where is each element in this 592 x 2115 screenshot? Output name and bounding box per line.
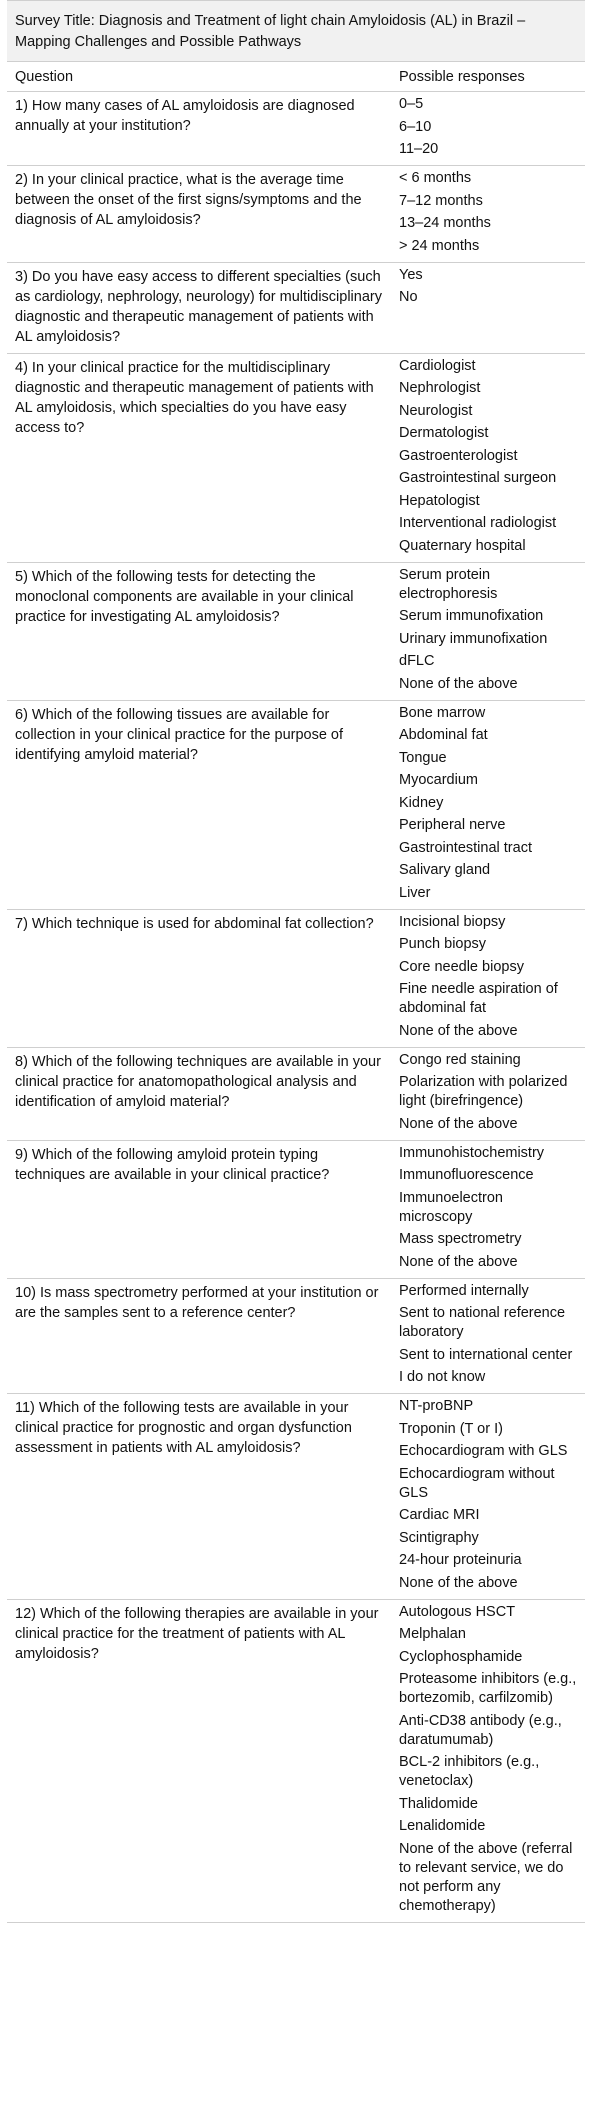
response-option: Core needle biopsy bbox=[399, 958, 524, 975]
question-row bbox=[7, 92, 585, 166]
responses-cell bbox=[391, 700, 585, 909]
response-option: None of the above (referral to relevant service, we do not perform any chemotherapy) bbox=[399, 1840, 573, 1914]
question-text: 7) Which technique is used for abdominal fat collection? bbox=[7, 909, 391, 1047]
response-option: Autologous HSCT bbox=[399, 1603, 516, 1620]
responses-cell bbox=[391, 353, 585, 562]
response-option: < 6 months bbox=[399, 170, 472, 186]
question-text: 9) Which of the following amyloid protein typing techniques are available in your clinical practice? bbox=[7, 1140, 391, 1278]
response-option: Fine needle aspiration of abdominal fat bbox=[399, 981, 558, 1016]
response-option: None of the above bbox=[399, 1022, 518, 1039]
response-option: Anti-CD38 antibody (e.g., daratumumab) bbox=[399, 1712, 562, 1748]
response-option: Incisional biopsy bbox=[399, 913, 506, 930]
response-option: None of the above bbox=[399, 1253, 518, 1270]
header-row bbox=[7, 62, 585, 92]
question-text: 4) In your clinical practice for the multidisciplinary diagnostic and therapeutic management of patients with AL amyloidosis, which specialties do you have easy access to? bbox=[7, 353, 391, 562]
response-option: Urinary immunofixation bbox=[399, 630, 548, 647]
question-text: 6) Which of the following tissues are available for collection in your clinical practice for the purpose of identifying amyloid material? bbox=[7, 700, 391, 909]
response-option: BCL-2 inhibitors (e.g., venetoclax) bbox=[399, 1754, 540, 1789]
response-option: Echocardiogram with GLS bbox=[399, 1443, 568, 1459]
response-option: 11–20 bbox=[399, 141, 439, 157]
response-option: Cyclophosphamide bbox=[399, 1648, 523, 1665]
response-option: Yes bbox=[399, 266, 423, 283]
response-option: I do not know bbox=[399, 1369, 486, 1385]
survey-title: Survey Title: Diagnosis and Treatment of light chain Amyloidosis (AL) in Brazil – Mapping Challenges and Possible Pathways bbox=[7, 1, 585, 62]
survey-table-body bbox=[7, 1, 585, 1923]
response-option: Proteasome inhibitors (e.g., bortezomib, carfilzomib) bbox=[399, 1671, 577, 1706]
response-option: Polarization with polarized light (birefringence) bbox=[399, 1074, 568, 1109]
response-option: 13–24 months bbox=[399, 215, 491, 231]
survey-table bbox=[7, 0, 585, 1923]
response-option: Troponin (T or I) bbox=[399, 1420, 503, 1437]
response-option: Bone marrow bbox=[399, 704, 486, 721]
response-option: None of the above bbox=[399, 675, 518, 692]
response-option: Gastrointestinal tract bbox=[399, 839, 532, 856]
responses-cell bbox=[391, 1394, 585, 1600]
response-option: 7–12 months bbox=[399, 192, 483, 209]
responses-cell bbox=[391, 562, 585, 700]
response-option: Quaternary hospital bbox=[399, 537, 526, 554]
responses-cell bbox=[391, 1599, 585, 1922]
response-option: Tongue bbox=[399, 749, 447, 766]
question-text: 5) Which of the following tests for detecting the monoclonal components are available in your clinical practice for investigating AL amyloidosis? bbox=[7, 562, 391, 700]
question-row bbox=[7, 1394, 585, 1600]
response-option: No bbox=[399, 289, 418, 305]
responses-cell bbox=[391, 1047, 585, 1140]
response-option: Cardiac MRI bbox=[399, 1507, 480, 1523]
question-row bbox=[7, 909, 585, 1047]
response-option: Melphalan bbox=[399, 1626, 466, 1642]
response-option: Myocardium bbox=[399, 772, 478, 788]
responses-cell bbox=[391, 1278, 585, 1394]
question-text: 10) Is mass spectrometry performed at your institution or are the samples sent to a reference center? bbox=[7, 1278, 391, 1394]
question-row bbox=[7, 166, 585, 263]
response-option: Echocardiogram without GLS bbox=[399, 1465, 555, 1501]
response-option: Mass spectrometry bbox=[399, 1231, 522, 1247]
question-text: 1) How many cases of AL amyloidosis are diagnosed annually at your institution? bbox=[15, 98, 355, 134]
question-row bbox=[7, 1047, 585, 1140]
response-option: Congo red staining bbox=[399, 1051, 521, 1068]
response-option: Immunohistochemistry bbox=[399, 1144, 545, 1161]
response-option: Scintigraphy bbox=[399, 1529, 479, 1546]
response-option: Immunoelectron microscopy bbox=[399, 1189, 503, 1225]
question-row bbox=[7, 1278, 585, 1394]
question-row bbox=[7, 1140, 585, 1278]
response-option: None of the above bbox=[399, 1115, 518, 1132]
response-option: Performed internally bbox=[399, 1282, 529, 1299]
response-option: Liver bbox=[399, 884, 431, 901]
response-option: Cardiologist bbox=[399, 357, 476, 374]
question-row bbox=[7, 353, 585, 562]
response-option: 6–10 bbox=[399, 118, 432, 135]
response-option: Nephrologist bbox=[399, 380, 481, 396]
response-option: None of the above bbox=[399, 1574, 518, 1591]
survey-title-row bbox=[7, 1, 585, 62]
response-option: 0–5 bbox=[399, 96, 424, 112]
question-row bbox=[7, 562, 585, 700]
response-option: Serum protein electrophoresis bbox=[399, 566, 498, 602]
response-option: Salivary gland bbox=[399, 862, 491, 878]
response-option: Gastrointestinal surgeon bbox=[399, 470, 557, 486]
response-option: Kidney bbox=[399, 794, 444, 811]
response-option: Punch biopsy bbox=[399, 936, 487, 952]
response-option: Lenalidomide bbox=[399, 1818, 486, 1834]
question-column-header: Question bbox=[7, 62, 391, 92]
question-text: 3) Do you have easy access to different specialties (such as cardiology, nephrology, neurology) for multidisciplinary diagnostic and therapeutic management of patients with AL amyloidosis? bbox=[7, 262, 391, 353]
question-text: 2) In your clinical practice, what is the average time between the onset of the first signs/symptoms and the diagnosis of AL amyloidosis? bbox=[7, 166, 391, 263]
response-option: Peripheral nerve bbox=[399, 817, 506, 833]
response-option: NT-proBNP bbox=[399, 1398, 474, 1414]
responses-cell bbox=[391, 909, 585, 1047]
response-option: Thalidomide bbox=[399, 1795, 478, 1812]
response-option: Interventional radiologist bbox=[399, 515, 557, 531]
question-row bbox=[7, 1599, 585, 1922]
responses-cell bbox=[391, 1140, 585, 1278]
question-text: 8) Which of the following techniques are available in your clinical practice for anatomopathological analysis and identification of amyloid material? bbox=[7, 1047, 391, 1140]
response-option: Hepatologist bbox=[399, 492, 480, 509]
response-option: Gastroenterologist bbox=[399, 447, 518, 464]
question-text: 12) Which of the following therapies are available in your clinical practice for the treatment of patients with AL amyloidosis? bbox=[7, 1599, 391, 1922]
response-option: dFLC bbox=[399, 653, 435, 669]
responses-cell bbox=[391, 166, 585, 263]
response-option: > 24 months bbox=[399, 237, 480, 254]
response-option: Neurologist bbox=[399, 402, 473, 419]
response-option: Sent to national reference laboratory bbox=[399, 1305, 566, 1340]
response-option: Sent to international center bbox=[399, 1346, 573, 1363]
responses-cell bbox=[391, 262, 585, 353]
response-option: Serum immunofixation bbox=[399, 608, 544, 624]
question-row bbox=[7, 700, 585, 909]
responses-cell bbox=[391, 92, 585, 166]
question-row bbox=[7, 262, 585, 353]
response-option: Dermatologist bbox=[399, 425, 489, 441]
response-option: Abdominal fat bbox=[399, 727, 488, 743]
response-option: Immunofluorescence bbox=[399, 1167, 534, 1183]
responses-column-header: Possible responses bbox=[391, 62, 585, 92]
response-option: 24-hour proteinuria bbox=[399, 1552, 522, 1568]
question-text: 11) Which of the following tests are available in your clinical practice for prognostic and organ dysfunction assessment in patients with AL amyloidosis? bbox=[7, 1394, 391, 1600]
